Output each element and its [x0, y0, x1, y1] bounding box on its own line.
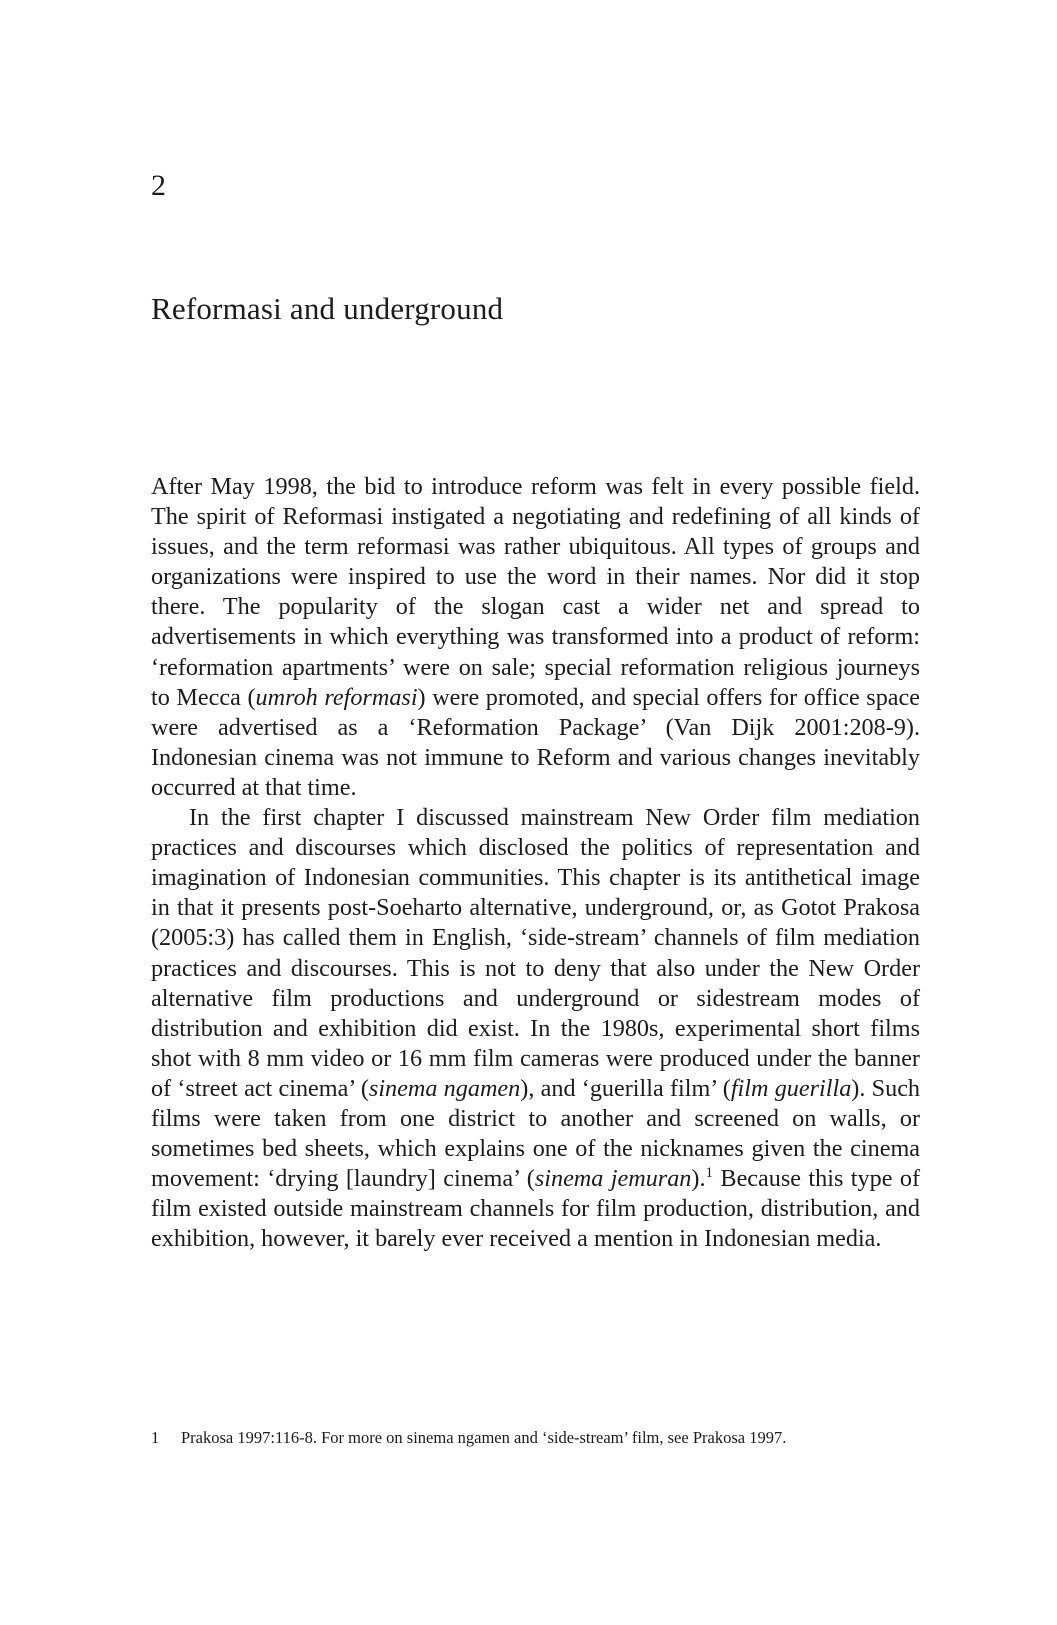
body-text	[151, 472, 920, 1254]
footnote-text: Prakosa 1997:116-8. For more on sinema ngamen and ‘side-stream’ film, see Prakosa 1997.	[181, 1428, 787, 1447]
paragraph-2-text-c: ). Such films were taken from one district to another and screened on walls, or sometimes bed sheets, which explains one of the nicknames given the cinema movement: ‘drying [laundry] cinema’ (	[151, 1074, 921, 1193]
paragraph-2-text-a: In the first chapter I discussed mainstream New Order film mediation practices and discourses which disclosed the politics of representation and imagination of Indonesian communities. This chapter is its antithetical image in that it presents post-Soeharto alternative, underground, or, as Gotot Prakosa (2005:3) has called them in English, ‘side-stream’ channels of film mediation practices and discourses. This is not to deny that also under the New Order alternative film productions and underground or sidestream modes of distribution and exhibition did exist. In the 1980s, experimental short films shot with 8 mm video or 16 mm film cameras were produced under the banner of ‘street act cinema’ (	[151, 804, 920, 1102]
footnote-number: 1	[151, 1428, 160, 1447]
chapter-title: Reformasi and underground	[151, 291, 504, 326]
paragraph-2-italic-film-guerilla: film guerilla	[730, 1074, 852, 1102]
paragraph-1-text-b: ) were promoted, and special offers for office space were advertised as a ‘Reformation Package’ (Van Dijk 2001:208-9). Indonesian cinema was not immune to Reform and various changes inevitably occurred at that time.	[151, 683, 920, 801]
paragraph-2-text-d: ).	[691, 1165, 706, 1193]
paragraph-2-italic-sinema-ngamen: sinema ngamen	[368, 1074, 521, 1102]
paragraph-1-text-a: After May 1998, the bid to introduce reform was felt in every possible field. The spirit of Reformasi instigated a negotiating and redefining of all kinds of issues, and the term reformasi was rather ubiquitous. All types of groups and organizations were inspired to use the word in their names. Nor did it stop there. The popularity of the slogan cast a wider net and spread to advertisements in which everything was transformed into a product of reform: ‘reformation apartments’ were on sale; special reformation religious journeys to Mecca (	[151, 473, 920, 711]
paragraph-2	[151, 803, 920, 1254]
chapter-number: 2	[151, 169, 166, 202]
paragraph-2-text-b: ), and ‘guerilla film’ (	[520, 1074, 731, 1102]
paragraph-2-text-e: Because this type of film existed outside mainstream channels for film production, distribution, and exhibition, however, it barely ever received a mention in Indonesian media.	[151, 1165, 921, 1253]
footnote	[151, 1427, 920, 1449]
paragraph-1-italic-umroh: umroh reformasi	[255, 683, 418, 711]
footnote-reference[interactable]: 1	[705, 1165, 714, 1182]
paragraph-2-italic-sinema-jemuran: sinema jemuran	[534, 1165, 692, 1193]
paragraph-1	[151, 472, 920, 803]
